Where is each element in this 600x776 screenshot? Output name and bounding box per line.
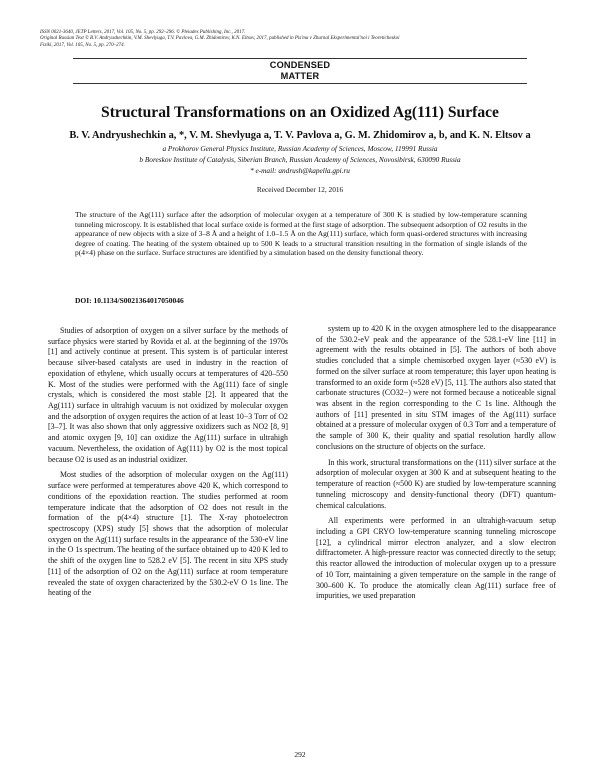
paragraph: In this work, structural transformations on the (111) silver surface at the adsorption of molecular oxygen at 300 K and at subsequent heating to the temperature of reaction (≈500 K) are studied by low-temperature scanning tunneling microscopy and density-functional theory (DFT) quantum-chemical calculations. [316, 457, 556, 510]
page-number: 292 [294, 750, 306, 759]
paragraph: system up to 420 K in the oxygen atmosphere led to the disappearance of the 530.2-eV peak and the appearance of the 528.1-eV line [11] in agreement with the results obtained in [5]. The authors of both above studies concluded that a simple chemisorbed oxygen layer (≈530 eV) is formed on the silver surface at room temperature; this layer upon heating is transformed to an oxide form (≈528 eV) [5, 11]. The authors also stated that carbonate structures (CO32−) were not formed because a noticeable signal was absent in the region corresponding to the C 1s line. Although the authors of [11] presented in situ STM images of the Ag(111) surface obtained at a pressure of molecular oxygen of 0.3 Torr and a temperature of the sample of 300 K, their quality and spatial resolution hardly allow conclusions on the structure of objects on the surface. [316, 324, 556, 451]
doi-link[interactable]: DOI: 10.1134/S0021364017050046 [75, 296, 184, 305]
journal-header [40, 30, 560, 49]
header-line-3: Fiziki, 2017, Vol. 105, No. 5, pp. 270–274. [40, 42, 125, 48]
paper-title: Structural Transformations on an Oxidized Ag(111) Surface [101, 104, 499, 121]
affiliation-a: a Prokhorov General Physics Institute, Russian Academy of Sciences, Moscow, 119991 Russia [162, 144, 438, 153]
abstract: The structure of the Ag(111) surface after the adsorption of molecular oxygen at a temperature of 300 K is studied by low-temperature scanning tunneling microscopy. It is established that local surface oxide is formed at the first stage of adsorption. The subsequent adsorption of O2 results in the appearance of new objects with a size of 3–8 Å and a height of 1.0–1.5 Å on the Ag(111) surface, which form quasi-ordered structures with increasing degree of coating. The heating of the system obtained up to 500 K leads to a structural transition resulting in the formation of single islands of the p(4×4) phase on the surface. Surface structures are identified by a simulation based on the density functional theory. [75, 210, 527, 258]
affiliation-b: b Boreskov Institute of Catalysis, Siberian Branch, Russian Academy of Sciences, Novosibirsk, 630090 Russia [139, 155, 461, 164]
body-column-right [316, 324, 556, 602]
header-line-1: ISSN 0021-3640, JETP Letters, 2017, Vol. 105, No. 5, pp. 292–296. © Pleiades Publishing, Inc., 2017. [40, 30, 246, 35]
section-heading [0, 60, 600, 81]
body-column-left [48, 326, 288, 599]
received-date: Received December 12, 2016 [256, 185, 344, 194]
header-line-2: Original Russian Text © B.V. Andryushechkin, V.M. Shevlyuga, T.V. Pavlova, G.M. Zhidomirov, K.N. Eltsov, 2017, published in Pis'ma v Zhurnal Eksperimental'noi i Teoreticheskoi [40, 36, 400, 42]
paragraph: All experiments were performed in an ultrahigh-vacuum setup including a GPI CRYO low-temperature scanning tunneling microscope [12], a cylindrical mirror electron analyzer, and a slow electron diffractometer. A high-pressure reactor was connected directly to the setup; this reactor allowed the introduction of molecular oxygen up to a pressure of 10 Torr, maintaining a given temperature on the sample in the range of 300–600 K. To produce the atomically clean Ag(111) surface free of impurities, we used preparation [316, 516, 556, 601]
paragraph: Studies of adsorption of oxygen on a silver surface by the methods of surface physics were started by Rovida et al. at the beginning of the 1970s [1] and actively continue at present. This system is of particular interest because silver-based catalysts are used in industry in the reaction of epoxidation of ethylene, which usually occurs at temperatures of 420–550 K. Most of the studies were performed with the Ag(111) face of single crystals, which is considered the most stable [2]. It appeared that the Ag(111) surface in ultrahigh vacuum is not oxidized by molecular oxygen and the adsorption of oxygen requires the action of at least 10−3 Torr of O2 [3–7]. It was also shown that only aggressive oxidizers such as NO2 [8, 9] and atomic oxygen [9, 10] can oxidize the Ag(111) surface in ultrahigh vacuum. Nevertheless, the oxidation of Ag(111) by O2 is the most topical because O2 is used as an industrial oxidizer. [48, 326, 288, 464]
section-rule-top [73, 58, 527, 59]
section-line-1: CONDENSED [269, 60, 331, 70]
author-list: B. V. Andryushechkin a, *, V. M. Shevlyuga a, T. V. Pavlova a, G. M. Zhidomirov a, b, and K. N. Eltsov a [69, 130, 531, 141]
contact-email[interactable]: * e-mail: andrush@kapella.gpi.ru [250, 166, 350, 175]
paragraph: Most studies of the adsorption of molecular oxygen on the Ag(111) surface were performed at temperatures above 420 K, which correspond to conditions of the epoxidation reaction. The studies performed at room temperature indicate that the adsorption of O2 does not result in the formation of the p(4×4) structure [1]. The X-ray photoelectron spectroscopy (XPS) study [5] shows that the adsorption of molecular oxygen on the Ag(111) surface results in the appearance of the 530-eV line in the O 1s spectrum. The heating of the surface obtained up to 420 K led to the shift of the oxygen line to 528.2 eV [5]. The recent in situ XPS study [11] of the adsorption of O2 on the Ag(111) surface at room temperature revealed the state of oxygen characterized by the 530.2-eV O 1s line. The heating of the [48, 470, 288, 598]
section-rule-bottom [73, 83, 527, 84]
section-line-2: MATTER [280, 70, 320, 81]
